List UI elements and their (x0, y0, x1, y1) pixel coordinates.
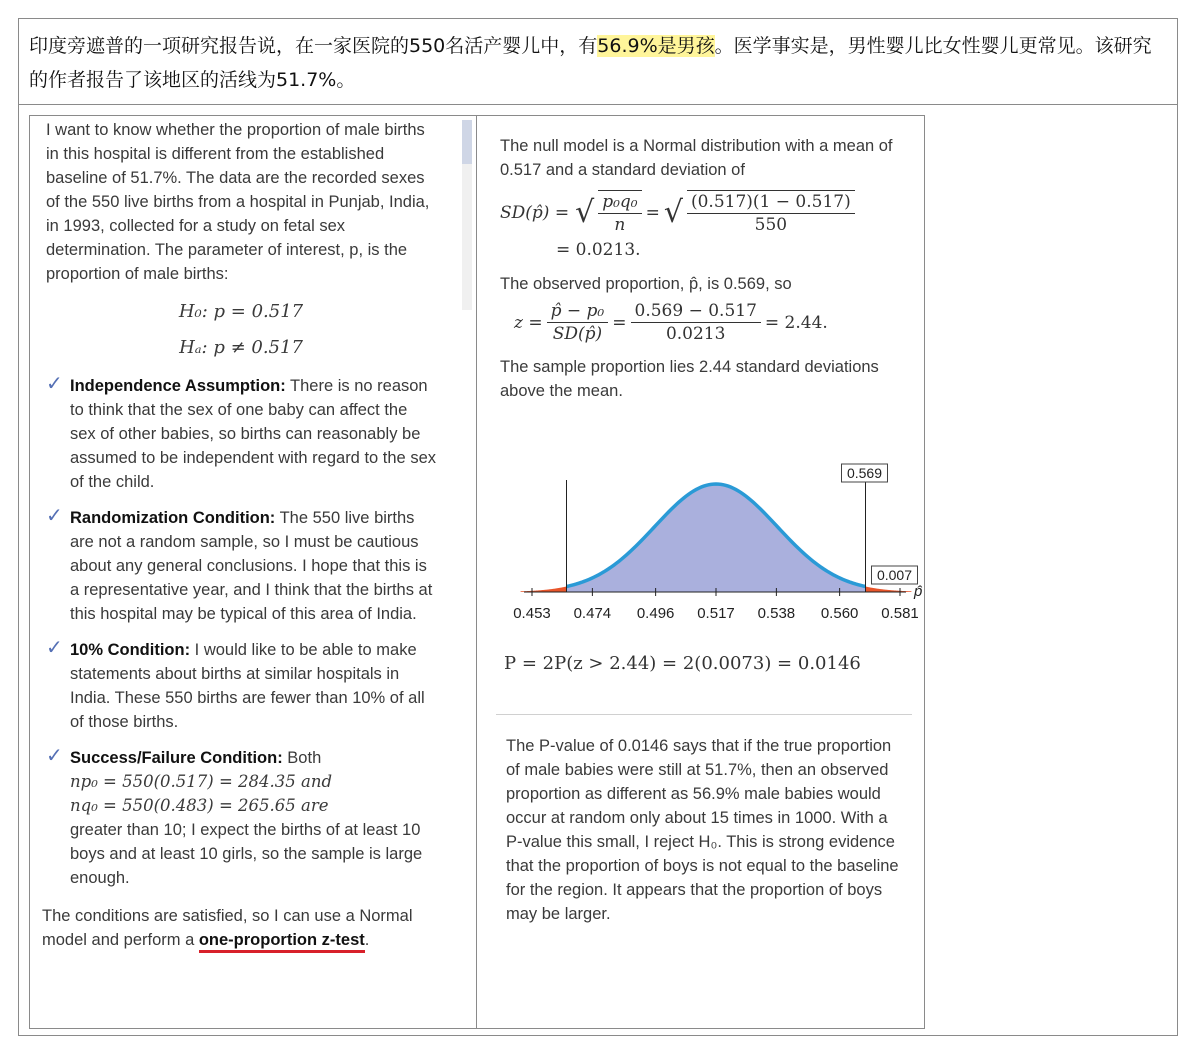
scrollbar-thumb[interactable] (462, 120, 472, 164)
sd-num: p₀q₀ (598, 191, 641, 214)
conclusion-pre: The conditions are satisfied, so I can use a Normal model and perform a (42, 907, 413, 949)
header-text-before: 印度旁遮普的一项研究报告说，在一家医院的550名活产婴儿中，有 (29, 35, 598, 57)
checkmark-icon: ✓ (46, 637, 63, 659)
checkmark-icon: ✓ (46, 745, 63, 767)
conclusion-post: . (364, 931, 370, 949)
sd-fraction (598, 190, 641, 236)
z-equation: z = $\frac{\text{p̂ − p₀}}{SD(p̂)}$ = $\frac{0.569 - 0.517}{0.0213}$ = 2.44. (514, 301, 828, 344)
check-text: I would like to be able to make statements about births at similar hospitals in India. These 550 births are fewer than 10% of all of those births. (70, 641, 425, 731)
sd-fraction-2 (687, 190, 855, 236)
solution-panel (29, 115, 925, 1029)
left-column (42, 118, 436, 952)
z-den: SD(p̂) (552, 324, 603, 344)
check-title: Success/Failure Condition: (70, 749, 283, 767)
x-tick-label: 0.453 (513, 605, 551, 622)
check-text: Both (282, 749, 322, 767)
sample-lies-text: The sample proportion lies 2.44 standard deviations above the mean. (500, 358, 879, 400)
sd-result: = 0.0213. (556, 240, 641, 260)
z-fraction-2 (631, 300, 761, 345)
observed-text: The observed proportion, p̂, is 0.569, so (500, 275, 792, 293)
check-title: Randomization Condition: (70, 509, 276, 527)
right-column (500, 134, 910, 403)
x-ticks (513, 588, 919, 622)
test-name: one-proportion z-test (199, 931, 365, 953)
check-text: There is no reason to think that the sex of one baby can affect the sex of other babies, so births can reasonably be assumed to be independent with regard to the sex of the child. (70, 377, 436, 491)
sd-equation: SD(p̂) = √ $\frac{\text{p₀q₀}}{n}$ = √ $\frac{(0.517)(1 - 0.517)}{550}$ (500, 190, 910, 236)
normal-curve-chart (496, 460, 923, 640)
x-tick-label: 0.474 (573, 605, 612, 622)
scrollbar[interactable] (462, 120, 472, 310)
check-title: Independence Assumption: (70, 377, 286, 395)
final-paragraph: The P-value of 0.0146 says that if the true proportion of male babies were still at 51.7%, then an observed proportion as different as 56.9% male babies would occur at random only about 15 times in 1000. With a P-value this small, I reject H₀. This is strong evidence that the proportion of boys is not equal to the baseline for the region. It appears that the proportion of boys may be larger. (506, 737, 899, 923)
header-text-after: 。医学事实是，男性婴儿比女性婴儿更常见。该研究的作者报告了该地区的活线为51.7%。 (29, 35, 1152, 91)
header-text (19, 19, 1177, 105)
check-randomization (46, 506, 436, 626)
x-tick-label: 0.538 (757, 605, 796, 622)
sqrt-icon: √ (663, 195, 683, 230)
right-tail (866, 587, 912, 592)
sd-den: n (614, 215, 626, 235)
intro-paragraph: I want to know whether the proportion of male births in this hospital is different from the established baseline of 51.7%. The data are the recorded sexes of the 550 live births from a hospital in Punjab, India, in 1993, collected for a study on fetal sex determination. The parameter of interest, p, is the proportion of male births: (46, 121, 430, 283)
sqrt-icon: √ (575, 195, 595, 230)
conclusion (42, 904, 436, 952)
alt-hypothesis: Hₐ: p ≠ 0.517 (179, 337, 303, 358)
x-tick-label: 0.517 (697, 605, 735, 622)
column-divider (476, 116, 477, 1028)
checkmark-icon: ✓ (46, 373, 63, 395)
pvalue-equation: P = 2P(z > 2.44) = 2(0.0073) = 0.0146 (504, 653, 861, 674)
nq0-equation: nq₀ = 550(0.483) = 265.65 are (70, 796, 329, 815)
check-success-failure (46, 746, 436, 890)
sd-lhs: SD(p̂) = (500, 203, 570, 223)
z-lhs: z = (514, 312, 543, 333)
null-hypothesis: H₀: p = 0.517 (178, 301, 304, 322)
x-tick-label: 0.560 (820, 605, 859, 622)
z-num-2: 0.569 − 0.517 (631, 300, 761, 323)
x-axis-label: p̂ (914, 583, 923, 600)
tail-prob-label: 0.007 (876, 567, 913, 583)
checkmark-icon: ✓ (46, 505, 63, 527)
x-tick-label: 0.581 (881, 605, 919, 622)
right-divider (496, 714, 912, 715)
check-text: The 550 live births are not a random sample, so I must be cautious about any general conclusions. I hope that this is a representative year, and I think that the births at this hospital may be typical of this area of India. (70, 509, 433, 623)
curve-fill (567, 484, 866, 592)
sd-num-2: (0.517)(1 − 0.517) (687, 191, 855, 214)
observed-label: 0.569 (846, 465, 883, 481)
np0-equation: np₀ = 550(0.517) = 284.35 and (70, 772, 333, 791)
sf-tail: greater than 10; I expect the births of at least 10 boys and at least 10 girls, so the sample is large enough. (70, 821, 423, 887)
left-tail (521, 587, 567, 592)
sd-den-2: 550 (754, 215, 788, 235)
check-independence (46, 374, 436, 494)
x-tick-label: 0.496 (636, 605, 675, 622)
check-title: 10% Condition: (70, 641, 191, 659)
header-highlight: 56.9%是男孩 (597, 35, 715, 57)
z-fraction (547, 300, 609, 345)
z-num: p̂ − p₀ (547, 300, 609, 323)
z-den-2: 0.0213 (665, 324, 726, 344)
check-ten-percent (46, 638, 436, 734)
null-model-text: The null model is a Normal distribution with a mean of 0.517 and a standard deviation of (500, 137, 893, 179)
z-result: = 2.44. (764, 312, 828, 333)
page-frame (18, 18, 1178, 1036)
